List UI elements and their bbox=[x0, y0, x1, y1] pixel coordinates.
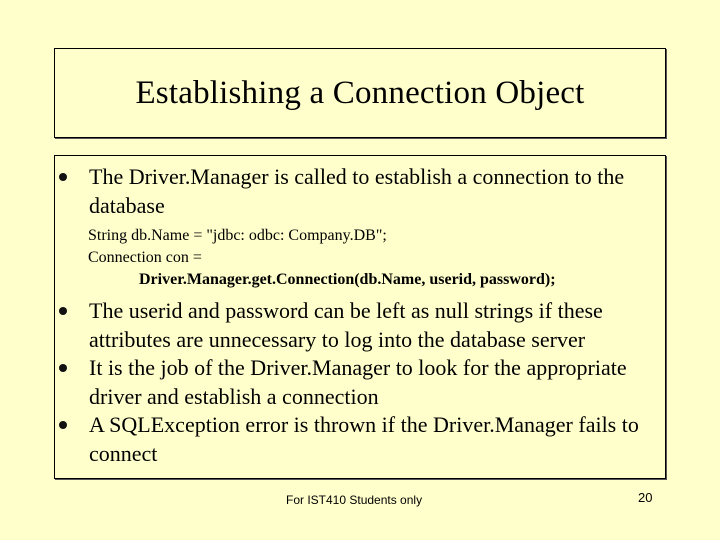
footer-text: For IST410 Students only bbox=[286, 493, 423, 507]
bullet-text: It is the job of the Driver.Manager to look for the appropriate driver and establish a connection bbox=[89, 355, 627, 409]
bullet-text: The userid and password can be left as null strings if these attributes are unnecessary to log into the database server bbox=[89, 298, 603, 352]
bullet-item bbox=[55, 410, 661, 468]
slide-title: Establishing a Connection Object bbox=[135, 74, 585, 111]
bullet-text: A SQLException error is thrown if the Driver.Manager fails to connect bbox=[89, 412, 639, 466]
content-box bbox=[54, 155, 666, 479]
bullet-item bbox=[55, 353, 661, 411]
title-box bbox=[54, 48, 666, 138]
code-line-bold bbox=[139, 269, 556, 290]
bullet-dot-icon bbox=[59, 173, 67, 181]
code-call: Driver.Manager.get.Connection(db.Name, userid, password); bbox=[139, 271, 556, 288]
bullet-item bbox=[55, 296, 661, 354]
bullet-text: The Driver.Manager is called to establish a connection to the database bbox=[89, 164, 625, 218]
bullet-dot-icon bbox=[59, 421, 67, 429]
page-number: 20 bbox=[638, 490, 653, 505]
code-line: Connection con = bbox=[88, 249, 202, 266]
bullet-dot-icon bbox=[59, 364, 67, 372]
bullet-item bbox=[55, 162, 661, 220]
bullet-dot-icon bbox=[59, 307, 67, 315]
code-line: String db.Name = "jdbc: odbc: Company.DB"; bbox=[88, 227, 387, 244]
